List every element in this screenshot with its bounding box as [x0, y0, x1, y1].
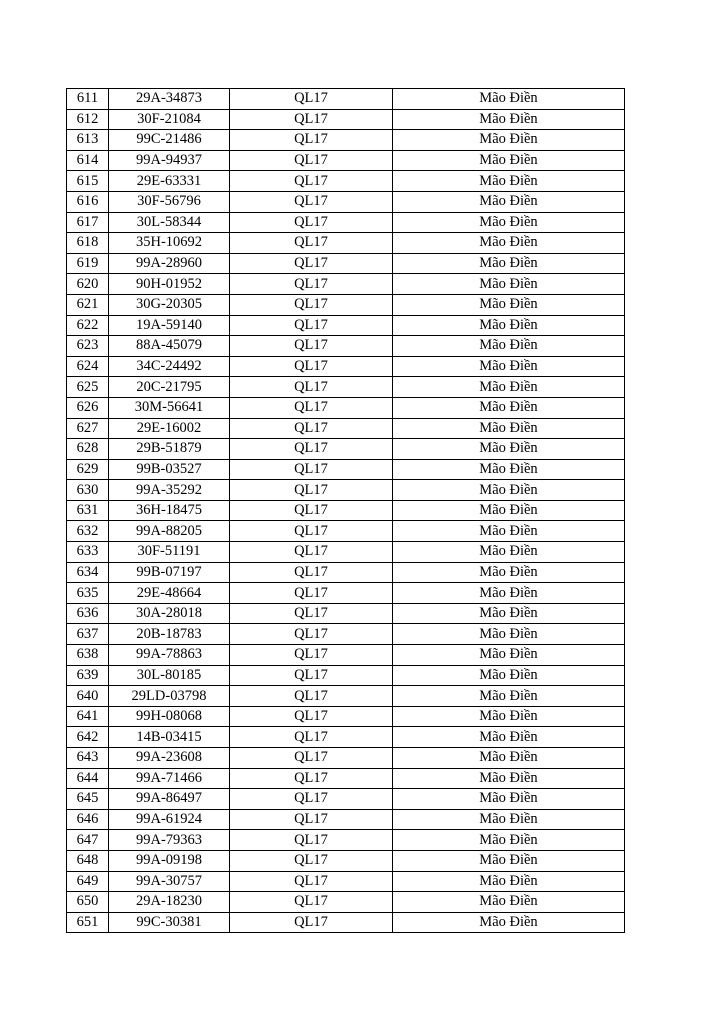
table-row — [67, 130, 625, 151]
location-cell: Mão Điền — [393, 191, 625, 212]
license-plate-cell: 99A-71466 — [109, 768, 230, 789]
location-cell: Mão Điền — [393, 624, 625, 645]
route-cell: QL17 — [230, 480, 393, 501]
license-plate-cell: 99A-79363 — [109, 830, 230, 851]
table-row — [67, 89, 625, 110]
row-number-cell: 617 — [67, 212, 109, 233]
route-cell: QL17 — [230, 89, 393, 110]
route-cell: QL17 — [230, 665, 393, 686]
location-cell: Mão Điền — [393, 645, 625, 666]
route-cell: QL17 — [230, 500, 393, 521]
license-plate-cell: 29E-16002 — [109, 418, 230, 439]
license-plate-cell: 99A-78863 — [109, 645, 230, 666]
location-cell: Mão Điền — [393, 233, 625, 254]
route-cell: QL17 — [230, 789, 393, 810]
location-cell: Mão Điền — [393, 150, 625, 171]
row-number-cell: 644 — [67, 768, 109, 789]
license-plate-cell: 29A-18230 — [109, 892, 230, 913]
license-plate-cell: 30F-21084 — [109, 109, 230, 130]
row-number-cell: 628 — [67, 439, 109, 460]
row-number-cell: 620 — [67, 274, 109, 295]
route-cell: QL17 — [230, 109, 393, 130]
table-row — [67, 439, 625, 460]
license-plate-cell: 99A-35292 — [109, 480, 230, 501]
license-plate-cell: 88A-45079 — [109, 336, 230, 357]
row-number-cell: 645 — [67, 789, 109, 810]
location-cell: Mão Điền — [393, 892, 625, 913]
location-cell: Mão Điền — [393, 830, 625, 851]
row-number-cell: 616 — [67, 191, 109, 212]
location-cell: Mão Điền — [393, 603, 625, 624]
license-plate-cell: 99C-21486 — [109, 130, 230, 151]
route-cell: QL17 — [230, 562, 393, 583]
license-plate-cell: 20C-21795 — [109, 377, 230, 398]
table-row — [67, 521, 625, 542]
row-number-cell: 612 — [67, 109, 109, 130]
location-cell: Mão Điền — [393, 727, 625, 748]
route-cell: QL17 — [230, 768, 393, 789]
table-row — [67, 315, 625, 336]
location-cell: Mão Điền — [393, 521, 625, 542]
table-row — [67, 583, 625, 604]
table-row — [67, 253, 625, 274]
license-plate-cell: 30G-20305 — [109, 294, 230, 315]
license-plate-cell: 36H-18475 — [109, 500, 230, 521]
table-row — [67, 336, 625, 357]
route-cell: QL17 — [230, 583, 393, 604]
row-number-cell: 635 — [67, 583, 109, 604]
row-number-cell: 626 — [67, 397, 109, 418]
license-plate-cell: 99A-86497 — [109, 789, 230, 810]
location-cell: Mão Điền — [393, 377, 625, 398]
location-cell: Mão Điền — [393, 500, 625, 521]
license-plate-cell: 29A-34873 — [109, 89, 230, 110]
location-cell: Mão Điền — [393, 850, 625, 871]
row-number-cell: 647 — [67, 830, 109, 851]
table-row — [67, 459, 625, 480]
row-number-cell: 615 — [67, 171, 109, 192]
table-row — [67, 233, 625, 254]
route-cell: QL17 — [230, 336, 393, 357]
table-row — [67, 830, 625, 851]
route-cell: QL17 — [230, 706, 393, 727]
license-plate-cell: 30F-51191 — [109, 542, 230, 563]
license-plate-cell: 99A-30757 — [109, 871, 230, 892]
license-plate-cell: 99C-30381 — [109, 912, 230, 933]
license-plate-cell: 99A-09198 — [109, 850, 230, 871]
table-row — [67, 397, 625, 418]
row-number-cell: 611 — [67, 89, 109, 110]
location-cell: Mão Điền — [393, 686, 625, 707]
location-cell: Mão Điền — [393, 315, 625, 336]
route-cell: QL17 — [230, 377, 393, 398]
vehicle-list-table — [66, 88, 625, 933]
location-cell: Mão Điền — [393, 212, 625, 233]
location-cell: Mão Điền — [393, 789, 625, 810]
table-row — [67, 150, 625, 171]
route-cell: QL17 — [230, 850, 393, 871]
license-plate-cell: 99A-28960 — [109, 253, 230, 274]
license-plate-cell: 29E-63331 — [109, 171, 230, 192]
license-plate-cell: 20B-18783 — [109, 624, 230, 645]
route-cell: QL17 — [230, 809, 393, 830]
license-plate-cell: 30M-56641 — [109, 397, 230, 418]
table-row — [67, 624, 625, 645]
row-number-cell: 621 — [67, 294, 109, 315]
table-row — [67, 789, 625, 810]
license-plate-cell: 29E-48664 — [109, 583, 230, 604]
row-number-cell: 618 — [67, 233, 109, 254]
location-cell: Mão Điền — [393, 274, 625, 295]
location-cell: Mão Điền — [393, 171, 625, 192]
table-row — [67, 871, 625, 892]
route-cell: QL17 — [230, 892, 393, 913]
license-plate-cell: 19A-59140 — [109, 315, 230, 336]
route-cell: QL17 — [230, 871, 393, 892]
table-row — [67, 191, 625, 212]
license-plate-cell: 30L-80185 — [109, 665, 230, 686]
location-cell: Mão Điền — [393, 439, 625, 460]
table-row — [67, 892, 625, 913]
row-number-cell: 634 — [67, 562, 109, 583]
license-plate-cell: 30A-28018 — [109, 603, 230, 624]
license-plate-cell: 30F-56796 — [109, 191, 230, 212]
row-number-cell: 613 — [67, 130, 109, 151]
route-cell: QL17 — [230, 645, 393, 666]
table-row — [67, 171, 625, 192]
location-cell: Mão Điền — [393, 253, 625, 274]
route-cell: QL17 — [230, 686, 393, 707]
location-cell: Mão Điền — [393, 130, 625, 151]
location-cell: Mão Điền — [393, 397, 625, 418]
row-number-cell: 631 — [67, 500, 109, 521]
license-plate-cell: 99A-23608 — [109, 748, 230, 769]
row-number-cell: 643 — [67, 748, 109, 769]
location-cell: Mão Điền — [393, 109, 625, 130]
route-cell: QL17 — [230, 315, 393, 336]
row-number-cell: 651 — [67, 912, 109, 933]
table-row — [67, 603, 625, 624]
route-cell: QL17 — [230, 748, 393, 769]
route-cell: QL17 — [230, 233, 393, 254]
location-cell: Mão Điền — [393, 459, 625, 480]
route-cell: QL17 — [230, 274, 393, 295]
license-plate-cell: 99A-88205 — [109, 521, 230, 542]
route-cell: QL17 — [230, 294, 393, 315]
table-row — [67, 706, 625, 727]
table-row — [67, 850, 625, 871]
route-cell: QL17 — [230, 912, 393, 933]
route-cell: QL17 — [230, 356, 393, 377]
location-cell: Mão Điền — [393, 418, 625, 439]
table-row — [67, 727, 625, 748]
row-number-cell: 649 — [67, 871, 109, 892]
table-row — [67, 294, 625, 315]
location-cell: Mão Điền — [393, 480, 625, 501]
table-row — [67, 542, 625, 563]
table-row — [67, 748, 625, 769]
row-number-cell: 641 — [67, 706, 109, 727]
license-plate-cell: 29LD-03798 — [109, 686, 230, 707]
location-cell: Mão Điền — [393, 748, 625, 769]
route-cell: QL17 — [230, 150, 393, 171]
table-row — [67, 809, 625, 830]
row-number-cell: 636 — [67, 603, 109, 624]
route-cell: QL17 — [230, 542, 393, 563]
row-number-cell: 622 — [67, 315, 109, 336]
location-cell: Mão Điền — [393, 768, 625, 789]
table-row — [67, 500, 625, 521]
license-plate-cell: 99A-61924 — [109, 809, 230, 830]
route-cell: QL17 — [230, 624, 393, 645]
location-cell: Mão Điền — [393, 356, 625, 377]
license-plate-cell: 30L-58344 — [109, 212, 230, 233]
table-row — [67, 212, 625, 233]
route-cell: QL17 — [230, 521, 393, 542]
location-cell: Mão Điền — [393, 89, 625, 110]
table-row — [67, 645, 625, 666]
table-row — [67, 480, 625, 501]
route-cell: QL17 — [230, 130, 393, 151]
table-row — [67, 562, 625, 583]
license-plate-cell: 29B-51879 — [109, 439, 230, 460]
location-cell: Mão Điền — [393, 336, 625, 357]
row-number-cell: 625 — [67, 377, 109, 398]
table-row — [67, 665, 625, 686]
table-row — [67, 768, 625, 789]
row-number-cell: 614 — [67, 150, 109, 171]
table-row — [67, 109, 625, 130]
row-number-cell: 642 — [67, 727, 109, 748]
license-plate-cell: 99B-03527 — [109, 459, 230, 480]
row-number-cell: 627 — [67, 418, 109, 439]
license-plate-cell: 99H-08068 — [109, 706, 230, 727]
license-plate-cell: 99A-94937 — [109, 150, 230, 171]
route-cell: QL17 — [230, 171, 393, 192]
row-number-cell: 619 — [67, 253, 109, 274]
table-row — [67, 912, 625, 933]
location-cell: Mão Điền — [393, 809, 625, 830]
row-number-cell: 639 — [67, 665, 109, 686]
table-row — [67, 418, 625, 439]
location-cell: Mão Điền — [393, 706, 625, 727]
route-cell: QL17 — [230, 727, 393, 748]
row-number-cell: 638 — [67, 645, 109, 666]
row-number-cell: 624 — [67, 356, 109, 377]
table-row — [67, 356, 625, 377]
row-number-cell: 650 — [67, 892, 109, 913]
route-cell: QL17 — [230, 418, 393, 439]
route-cell: QL17 — [230, 191, 393, 212]
vehicle-list-table-container — [66, 88, 624, 933]
route-cell: QL17 — [230, 253, 393, 274]
location-cell: Mão Điền — [393, 665, 625, 686]
table-row — [67, 686, 625, 707]
location-cell: Mão Điền — [393, 294, 625, 315]
row-number-cell: 630 — [67, 480, 109, 501]
license-plate-cell: 34C-24492 — [109, 356, 230, 377]
route-cell: QL17 — [230, 459, 393, 480]
row-number-cell: 632 — [67, 521, 109, 542]
route-cell: QL17 — [230, 830, 393, 851]
route-cell: QL17 — [230, 212, 393, 233]
row-number-cell: 623 — [67, 336, 109, 357]
row-number-cell: 640 — [67, 686, 109, 707]
location-cell: Mão Điền — [393, 912, 625, 933]
license-plate-cell: 99B-07197 — [109, 562, 230, 583]
row-number-cell: 633 — [67, 542, 109, 563]
route-cell: QL17 — [230, 397, 393, 418]
route-cell: QL17 — [230, 439, 393, 460]
table-row — [67, 377, 625, 398]
table-row — [67, 274, 625, 295]
location-cell: Mão Điền — [393, 871, 625, 892]
route-cell: QL17 — [230, 603, 393, 624]
table-body — [67, 89, 625, 933]
location-cell: Mão Điền — [393, 583, 625, 604]
row-number-cell: 629 — [67, 459, 109, 480]
license-plate-cell: 35H-10692 — [109, 233, 230, 254]
location-cell: Mão Điền — [393, 542, 625, 563]
row-number-cell: 648 — [67, 850, 109, 871]
location-cell: Mão Điền — [393, 562, 625, 583]
row-number-cell: 637 — [67, 624, 109, 645]
row-number-cell: 646 — [67, 809, 109, 830]
license-plate-cell: 90H-01952 — [109, 274, 230, 295]
license-plate-cell: 14B-03415 — [109, 727, 230, 748]
